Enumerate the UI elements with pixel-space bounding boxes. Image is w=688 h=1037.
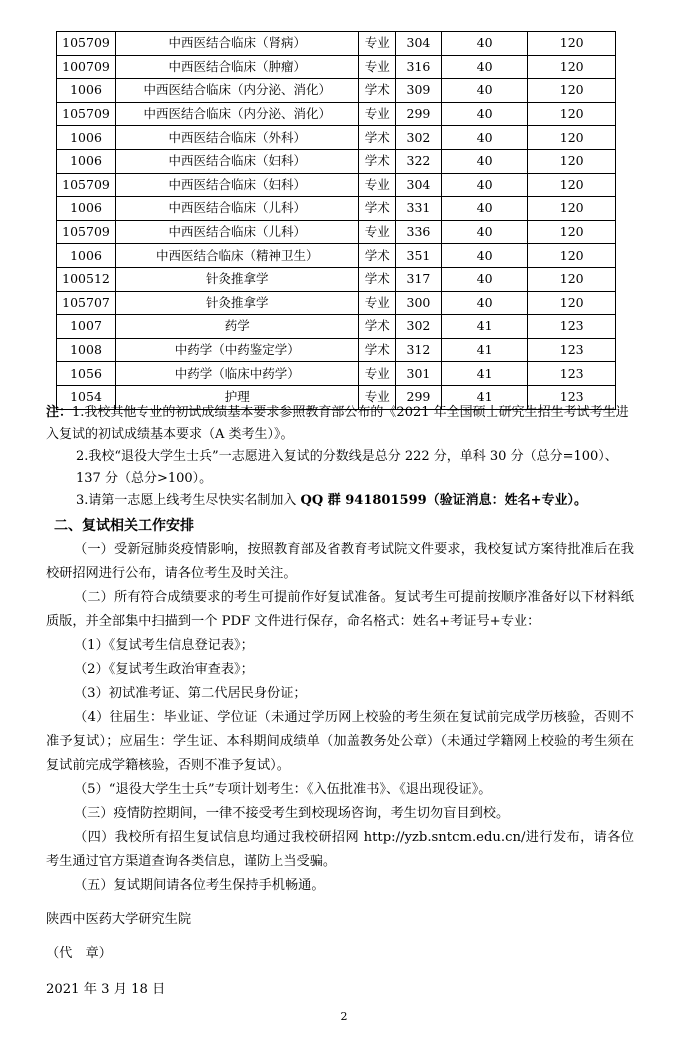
total-score-cell: 316: [396, 55, 442, 79]
table-row: [57, 244, 616, 268]
table-row: [57, 315, 616, 339]
major-name-cell: 中西医结合临床（肿瘤）: [116, 55, 359, 79]
table-row: [57, 32, 616, 56]
major-code-cell: 105709: [57, 173, 116, 197]
single-subject-100-cell: 41: [441, 315, 528, 339]
total-score-cell: 304: [396, 173, 442, 197]
degree-type-cell: 学术: [359, 244, 396, 268]
single-subject-100-cell: 41: [441, 385, 528, 409]
signature-org: 陕西中医药大学研究生院: [46, 912, 192, 927]
paragraph-4: （四）我校所有招生复试信息均通过我校研招网 http://yzb.sntcm.edu.cn/进行发布，请各位考生通过官方渠道查询各类信息，谨防上当受骗。: [46, 830, 634, 869]
single-subject-100-cell: 40: [441, 79, 528, 103]
score-table: [56, 31, 616, 410]
total-score-cell: 336: [396, 220, 442, 244]
single-subject-over100-cell: 120: [528, 197, 616, 221]
major-code-cell: 1007: [57, 315, 116, 339]
single-subject-100-cell: 40: [441, 126, 528, 150]
major-code-cell: 105709: [57, 32, 116, 56]
major-name-cell: 中西医结合临床（精神卫生）: [116, 244, 359, 268]
major-name-cell: 针灸推拿学: [116, 291, 359, 315]
total-score-cell: 317: [396, 267, 442, 291]
list-item-4: （4）往届生：毕业证、学位证（未通过学历网上校验的考生须在复试前完成学历核验，否则不准予复试）；应届生：学生证、本科期间成绩单（加盖教务处公章）（未通过学籍网上校验的考生须在复试前完成学籍核验，否则不准予复试）。: [46, 710, 634, 773]
table-row: [57, 55, 616, 79]
major-code-cell: 1006: [57, 126, 116, 150]
list-item-2: （2）《复试考生政治审查表》；: [74, 662, 254, 677]
degree-type-cell: 专业: [359, 220, 396, 244]
major-name-cell: 中药学（中药鉴定学）: [116, 338, 359, 362]
major-name-cell: 中西医结合临床（内分泌、消化）: [116, 102, 359, 126]
major-name-cell: 中西医结合临床（儿科）: [116, 197, 359, 221]
major-name-cell: 针灸推拿学: [116, 267, 359, 291]
major-code-cell: 1056: [57, 362, 116, 386]
score-table-body: [57, 32, 616, 410]
list-item-5: （5）“退役大学生士兵”专项计划考生：《入伍批准书》、《退出现役证》。: [74, 782, 492, 797]
notes-block: [46, 402, 634, 512]
total-score-cell: 322: [396, 149, 442, 173]
major-name-cell: 中西医结合临床（妇科）: [116, 173, 359, 197]
single-subject-over100-cell: 120: [528, 126, 616, 150]
single-subject-over100-cell: 120: [528, 267, 616, 291]
note-3-qq: QQ 群 941801599（验证消息：姓名+专业）。: [300, 493, 588, 508]
single-subject-over100-cell: 123: [528, 315, 616, 339]
table-row: [57, 126, 616, 150]
degree-type-cell: 学术: [359, 338, 396, 362]
degree-type-cell: 学术: [359, 79, 396, 103]
single-subject-over100-cell: 120: [528, 244, 616, 268]
total-score-cell: 302: [396, 126, 442, 150]
note-3-text: 3.请第一志愿上线考生尽快实名制加入: [76, 493, 301, 508]
single-subject-100-cell: 40: [441, 102, 528, 126]
single-subject-100-cell: 41: [441, 362, 528, 386]
single-subject-over100-cell: 123: [528, 338, 616, 362]
single-subject-100-cell: 40: [441, 291, 528, 315]
single-subject-100-cell: 40: [441, 197, 528, 221]
signature-date: 2021 年 3 月 18 日: [46, 982, 166, 997]
review-arrangements-section: [46, 514, 634, 1002]
single-subject-over100-cell: 120: [528, 79, 616, 103]
single-subject-over100-cell: 120: [528, 149, 616, 173]
major-name-cell: 中药学（临床中药学）: [116, 362, 359, 386]
degree-type-cell: 学术: [359, 126, 396, 150]
degree-type-cell: 学术: [359, 197, 396, 221]
degree-type-cell: 专业: [359, 55, 396, 79]
paragraph-2: （二）所有符合成绩要求的考生可提前作好复试准备。复试考生可提前按顺序准备好以下材料纸质版，并全部集中扫描到一个 PDF 文件进行保存，命名格式：姓名+考证号+专业：: [46, 590, 634, 629]
single-subject-100-cell: 40: [441, 149, 528, 173]
major-code-cell: 1008: [57, 338, 116, 362]
table-row: [57, 291, 616, 315]
single-subject-100-cell: 40: [441, 173, 528, 197]
degree-type-cell: 专业: [359, 362, 396, 386]
major-name-cell: 药学: [116, 315, 359, 339]
table-row: [57, 197, 616, 221]
single-subject-over100-cell: 123: [528, 362, 616, 386]
degree-type-cell: 专业: [359, 102, 396, 126]
note-1-text: 1.我校其他专业的初试成绩基本要求参照教育部公布的《2021 年全国硕士研究生招生考试考生进入复试的初试成绩基本要求（A 类考生）》。: [46, 405, 629, 442]
table-row: [57, 362, 616, 386]
total-score-cell: 351: [396, 244, 442, 268]
section-heading: 二、复试相关工作安排: [54, 518, 194, 534]
total-score-cell: 301: [396, 362, 442, 386]
total-score-cell: 309: [396, 79, 442, 103]
note-1: [46, 402, 634, 446]
table-row: [57, 79, 616, 103]
table-row: [57, 149, 616, 173]
degree-type-cell: 学术: [359, 267, 396, 291]
total-score-cell: 304: [396, 32, 442, 56]
degree-type-cell: 专业: [359, 173, 396, 197]
single-subject-100-cell: 40: [441, 244, 528, 268]
degree-type-cell: 学术: [359, 149, 396, 173]
major-code-cell: 100512: [57, 267, 116, 291]
total-score-cell: 331: [396, 197, 442, 221]
degree-type-cell: 专业: [359, 291, 396, 315]
paragraph-1: （一）受新冠肺炎疫情影响，按照教育部及省教育考试院文件要求，我校复试方案待批准后在我校研招网进行公布，请各位考生及时关注。: [46, 542, 634, 581]
table-row: [57, 173, 616, 197]
major-name-cell: 中西医结合临床（肾病）: [116, 32, 359, 56]
total-score-cell: 312: [396, 338, 442, 362]
single-subject-over100-cell: 123: [528, 385, 616, 409]
total-score-cell: 302: [396, 315, 442, 339]
major-code-cell: 1006: [57, 197, 116, 221]
degree-type-cell: 专业: [359, 32, 396, 56]
major-code-cell: 105709: [57, 220, 116, 244]
note-label: 注：: [46, 405, 73, 420]
total-score-cell: 299: [396, 102, 442, 126]
major-code-cell: 1054: [57, 385, 116, 409]
single-subject-over100-cell: 120: [528, 55, 616, 79]
major-name-cell: 护理: [116, 385, 359, 409]
degree-type-cell: 专业: [359, 385, 396, 409]
list-item-3: （3）初试准考证、第二代居民身份证；: [74, 686, 307, 701]
single-subject-100-cell: 40: [441, 32, 528, 56]
single-subject-100-cell: 40: [441, 55, 528, 79]
paragraph-3: （三）疫情防控期间，一律不接受考生到校现场咨询，考生切勿盲目到校。: [74, 806, 510, 821]
major-code-cell: 105707: [57, 291, 116, 315]
list-item-1: （1）《复试考生信息登记表》；: [74, 638, 254, 653]
page-number: 2: [340, 1010, 348, 1023]
single-subject-over100-cell: 120: [528, 173, 616, 197]
paragraph-5: （五）复试期间请各位考生保持手机畅通。: [74, 878, 325, 893]
table-row: [57, 267, 616, 291]
total-score-cell: 300: [396, 291, 442, 315]
major-name-cell: 中西医结合临床（内分泌、消化）: [116, 79, 359, 103]
single-subject-over100-cell: 120: [528, 32, 616, 56]
table-row: [57, 102, 616, 126]
major-name-cell: 中西医结合临床（外科）: [116, 126, 359, 150]
major-name-cell: 中西医结合临床（妇科）: [116, 149, 359, 173]
single-subject-over100-cell: 120: [528, 102, 616, 126]
major-name-cell: 中西医结合临床（儿科）: [116, 220, 359, 244]
total-score-cell: 299: [396, 385, 442, 409]
signature-seal: （代 章）: [46, 946, 112, 961]
single-subject-100-cell: 40: [441, 267, 528, 291]
single-subject-100-cell: 41: [441, 338, 528, 362]
note-3: [46, 490, 634, 512]
major-code-cell: 1006: [57, 244, 116, 268]
major-code-cell: 1006: [57, 149, 116, 173]
major-code-cell: 100709: [57, 55, 116, 79]
major-code-cell: 1006: [57, 79, 116, 103]
single-subject-100-cell: 40: [441, 220, 528, 244]
table-row: [57, 220, 616, 244]
table-row: [57, 338, 616, 362]
degree-type-cell: 学术: [359, 315, 396, 339]
single-subject-over100-cell: 120: [528, 220, 616, 244]
note-2: 2.我校“退役大学生士兵”一志愿进入复试的分数线是总分 222 分，单科 30 分（总分=100）、137 分（总分>100）。: [76, 449, 618, 486]
major-code-cell: 105709: [57, 102, 116, 126]
single-subject-over100-cell: 120: [528, 291, 616, 315]
